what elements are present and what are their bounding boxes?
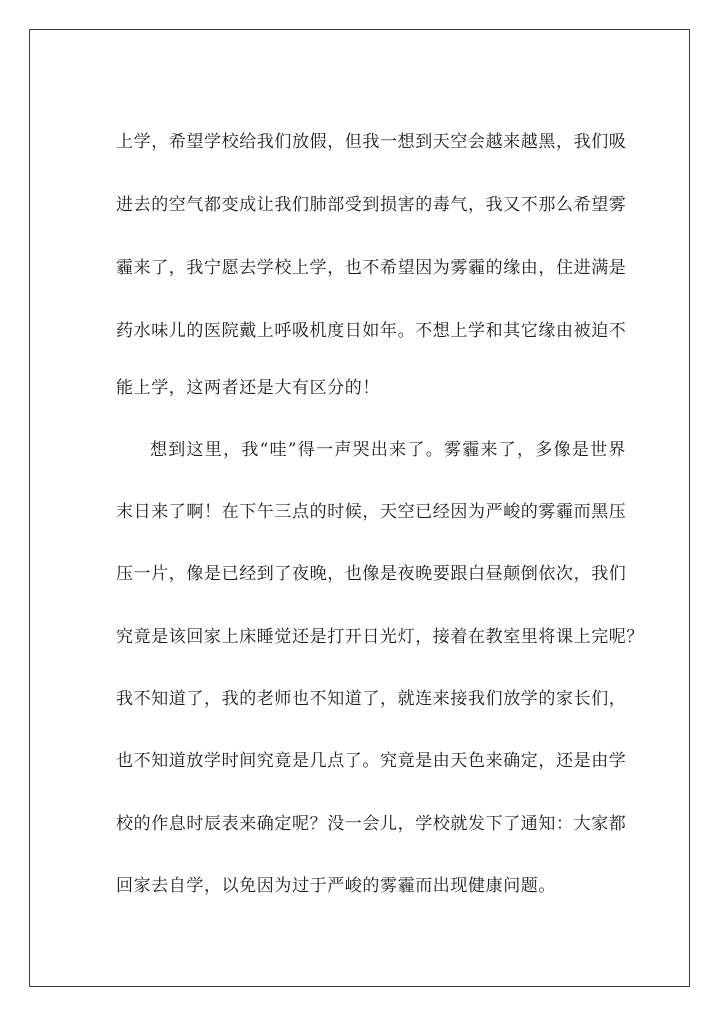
- text-line-12: 校的作息时辰表来确定呢？没一会儿，学校就发下了通知：大家都: [116, 814, 627, 834]
- text-line-9: 究竟是该回家上床睡觉还是打开日光灯，接着在教室里将课上完呢？: [116, 627, 644, 647]
- paragraph-2-line-1: 想到这里，我“哇”得一声哭出来了。雾霾来了，多像是世界: [150, 440, 626, 460]
- text-line-5: 能上学，这两者还是大有区分的！: [116, 378, 380, 398]
- text-line-8: 压一片，像是已经到了夜晚，也像是夜晚要跟白昼颠倒依次，我们: [116, 564, 627, 584]
- text-line-7: 末日来了啊！在下午三点的时候，天空已经因为严峻的雾霾而黑压: [116, 502, 627, 522]
- text-line-10: 我不知道了，我的老师也不知道了，就连来接我们放学的家长们，: [116, 689, 627, 709]
- text-line-2: 进去的空气都变成让我们肺部受到损害的毒气，我又不那么希望雾: [116, 195, 627, 215]
- text-line-3: 霾来了，我宁愿去学校上学，也不希望因为雾霾的缘由，住进满是: [116, 258, 627, 278]
- text-line-11: 也不知道放学时间究竟是几点了。究竟是由天色来确定，还是由学: [116, 751, 627, 771]
- text-line-4: 药水味儿的医院戴上呼吸机度日如年。不想上学和其它缘由被迫不: [116, 321, 627, 341]
- text-line-1: 上学，希望学校给我们放假，但我一想到天空会越来越黑，我们吸: [116, 132, 627, 152]
- text-line-13: 回家去自学，以免因为过于严峻的雾霾而出现健康问题。: [116, 876, 556, 896]
